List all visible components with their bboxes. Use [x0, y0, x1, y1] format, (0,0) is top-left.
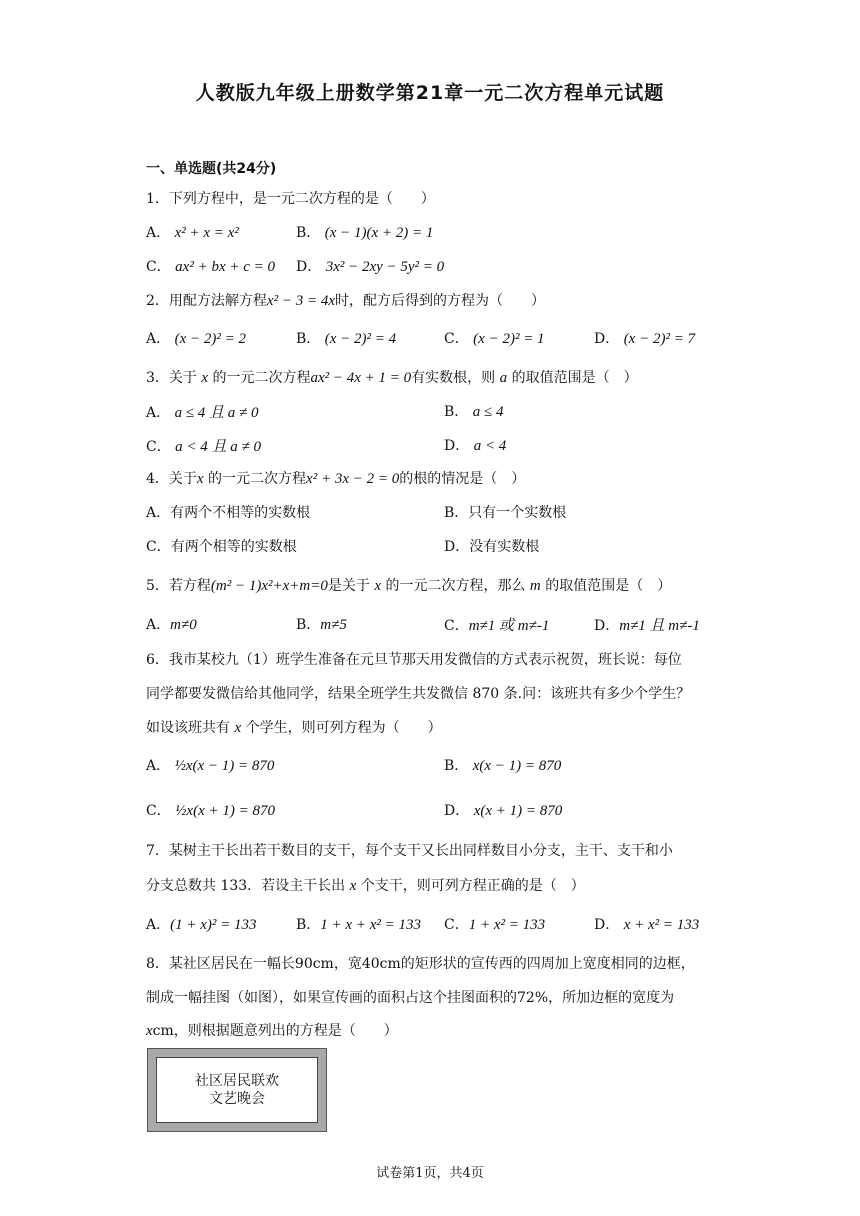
q3-option-a[interactable]: A． a ≤ 4 且 a ≠ 0: [146, 405, 259, 421]
q3-option-d[interactable]: D． a < 4: [444, 438, 507, 454]
q3-option-b[interactable]: B． a ≤ 4: [444, 404, 504, 420]
question-5-stem: 5．若方程(m² − 1)x²+x+m=0是关于 x 的一元二次方程，那么 m 的取值范围是（ ）: [146, 578, 672, 594]
question-8-line-1: 8．某社区居民在一幅长90cm，宽40cm的矩形状的宣传西的四周加上宽度相同的边框，: [146, 956, 695, 972]
q6-option-c[interactable]: C． ½x(x + 1) = 870: [146, 803, 275, 819]
page-title: 人教版九年级上册数学第21章一元二次方程单元试题: [195, 82, 665, 104]
q5-option-b[interactable]: B．m≠5: [296, 617, 347, 633]
section-heading: 一、单选题(共24分): [146, 161, 277, 177]
q4-option-d[interactable]: D．没有实数根: [444, 539, 540, 555]
poster-figure: [147, 1048, 327, 1132]
question-6-line-2: 同学都要发微信给其他同学，结果全班学生共发微信 870 条.问：该班共有多少个学生？: [146, 686, 691, 702]
q2-option-b[interactable]: B． (x − 2)² = 4: [296, 331, 397, 347]
question-3-stem: 3．关于 x 的一元二次方程ax² − 4x + 1 = 0有实数根，则 a 的取值范围是（ ）: [146, 370, 638, 386]
question-7-line-1: 7．某树主干长出若干数目的支干，每个支干又长出同样数目小分支，主干、支干和小: [146, 843, 673, 859]
q7-option-a[interactable]: A．(1 + x)² = 133: [146, 917, 257, 933]
q2-option-c[interactable]: C． (x − 2)² = 1: [444, 331, 545, 347]
q4-option-c[interactable]: C．有两个相等的实数根: [146, 539, 297, 555]
page-footer: 试卷第1页，共4页: [376, 1166, 484, 1181]
question-6-line-1: 6．我市某校九（1）班学生准备在元旦节那天用发微信的方式表示祝贺，班长说：每位: [146, 652, 682, 668]
poster-text-line-1: 社区居民联欢: [195, 1073, 279, 1089]
question-4-stem: 4．关于x 的一元二次方程x² + 3x − 2 = 0的根的情况是（ ）: [146, 471, 526, 487]
q5-option-d[interactable]: D．m≠1 且 m≠-1: [594, 618, 700, 634]
q3-option-c[interactable]: C． a < 4 且 a ≠ 0: [146, 439, 262, 455]
q7-option-c[interactable]: C．1 + x² = 133: [444, 917, 546, 933]
q4-option-b[interactable]: B．只有一个实数根: [444, 505, 567, 521]
q7-option-d[interactable]: D． x + x² = 133: [594, 917, 700, 933]
question-2-stem: 2．用配方法解方程x² − 3 = 4x时，配方后得到的方程为（ ）: [146, 293, 545, 309]
q6-option-b[interactable]: B． x(x − 1) = 870: [444, 758, 562, 774]
question-8-line-3: xcm，则根据题意列出的方程是（ ）: [146, 1023, 398, 1039]
q6-option-a[interactable]: A． ½x(x − 1) = 870: [146, 758, 275, 774]
q6-option-d[interactable]: D． x(x + 1) = 870: [444, 803, 563, 819]
q5-option-a[interactable]: A．m≠0: [146, 617, 197, 633]
q1-option-a[interactable]: A． x² + x = x²: [146, 225, 239, 241]
question-1-stem: 1．下列方程中，是一元二次方程的是（ ）: [146, 191, 435, 207]
q5-option-c[interactable]: C．m≠1 或 m≠-1: [444, 618, 550, 634]
poster-inner-frame: [156, 1057, 318, 1123]
q7-option-b[interactable]: B．1 + x + x² = 133: [296, 917, 421, 933]
q1-option-b[interactable]: B． (x − 1)(x + 2) = 1: [296, 225, 434, 241]
poster-text-line-2: 文艺晚会: [209, 1091, 265, 1107]
question-6-line-3: 如设该班共有 x 个学生，则可列方程为（ ）: [146, 720, 442, 736]
q2-option-a[interactable]: A． (x − 2)² = 2: [146, 331, 246, 347]
q1-option-d[interactable]: D． 3x² − 2xy − 5y² = 0: [296, 259, 445, 275]
question-8-line-2: 制成一幅挂图（如图），如果宣传画的面积占这个挂图面积的72%，所加边框的宽度为: [146, 990, 675, 1006]
q1-option-c[interactable]: C． ax² + bx + c = 0: [146, 259, 276, 275]
question-7-line-2: 分支总数共 133．若设主干长出 x 个支干，则可列方程正确的是（ ）: [146, 878, 585, 894]
q2-option-d[interactable]: D． (x − 2)² = 7: [594, 331, 696, 347]
q4-option-a[interactable]: A．有两个不相等的实数根: [146, 505, 311, 521]
